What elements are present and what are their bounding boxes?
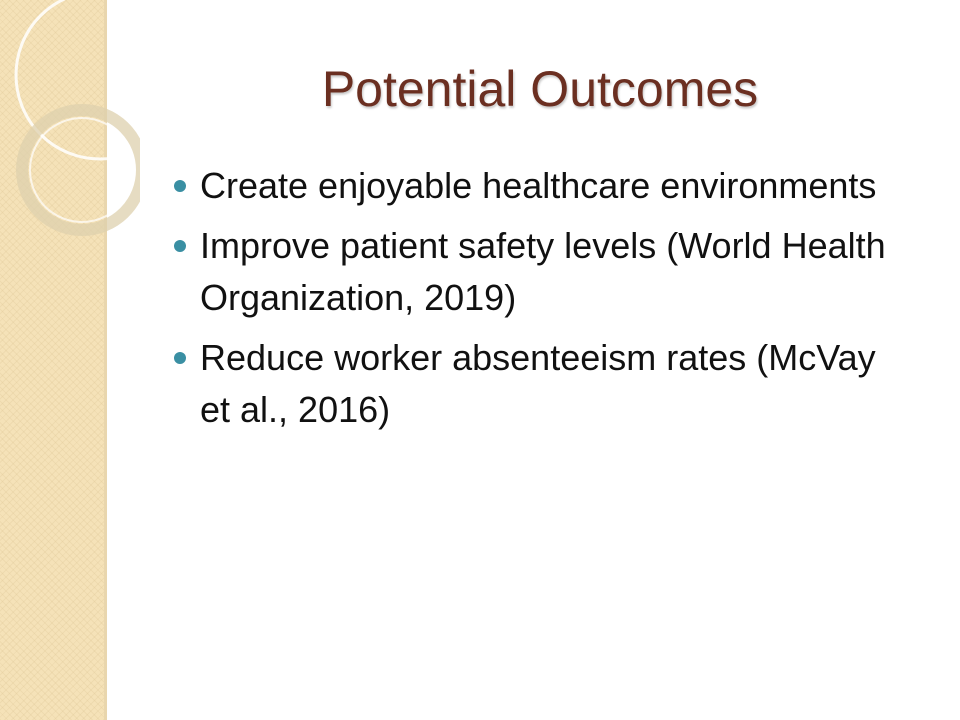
bullet-item <box>172 160 912 212</box>
bullet-dot-icon <box>174 352 186 364</box>
bullet-text: Reduce worker absenteeism rates (McVay et al., 2016) <box>200 337 876 430</box>
bullet-text: Create enjoyable healthcare environments <box>200 165 877 206</box>
bullet-item <box>172 332 912 436</box>
slide-title: Potential Outcomes <box>321 61 759 117</box>
bullet-text: Improve patient safety levels (World Health Organization, 2019) <box>200 225 886 318</box>
decorative-ring-inner <box>30 118 134 222</box>
bullet-list <box>172 160 912 444</box>
decorative-ring <box>22 110 140 230</box>
bullet-dot-icon <box>174 240 186 252</box>
bullet-dot-icon <box>174 180 186 192</box>
bullet-item <box>172 220 912 324</box>
decorative-circles <box>0 0 140 260</box>
